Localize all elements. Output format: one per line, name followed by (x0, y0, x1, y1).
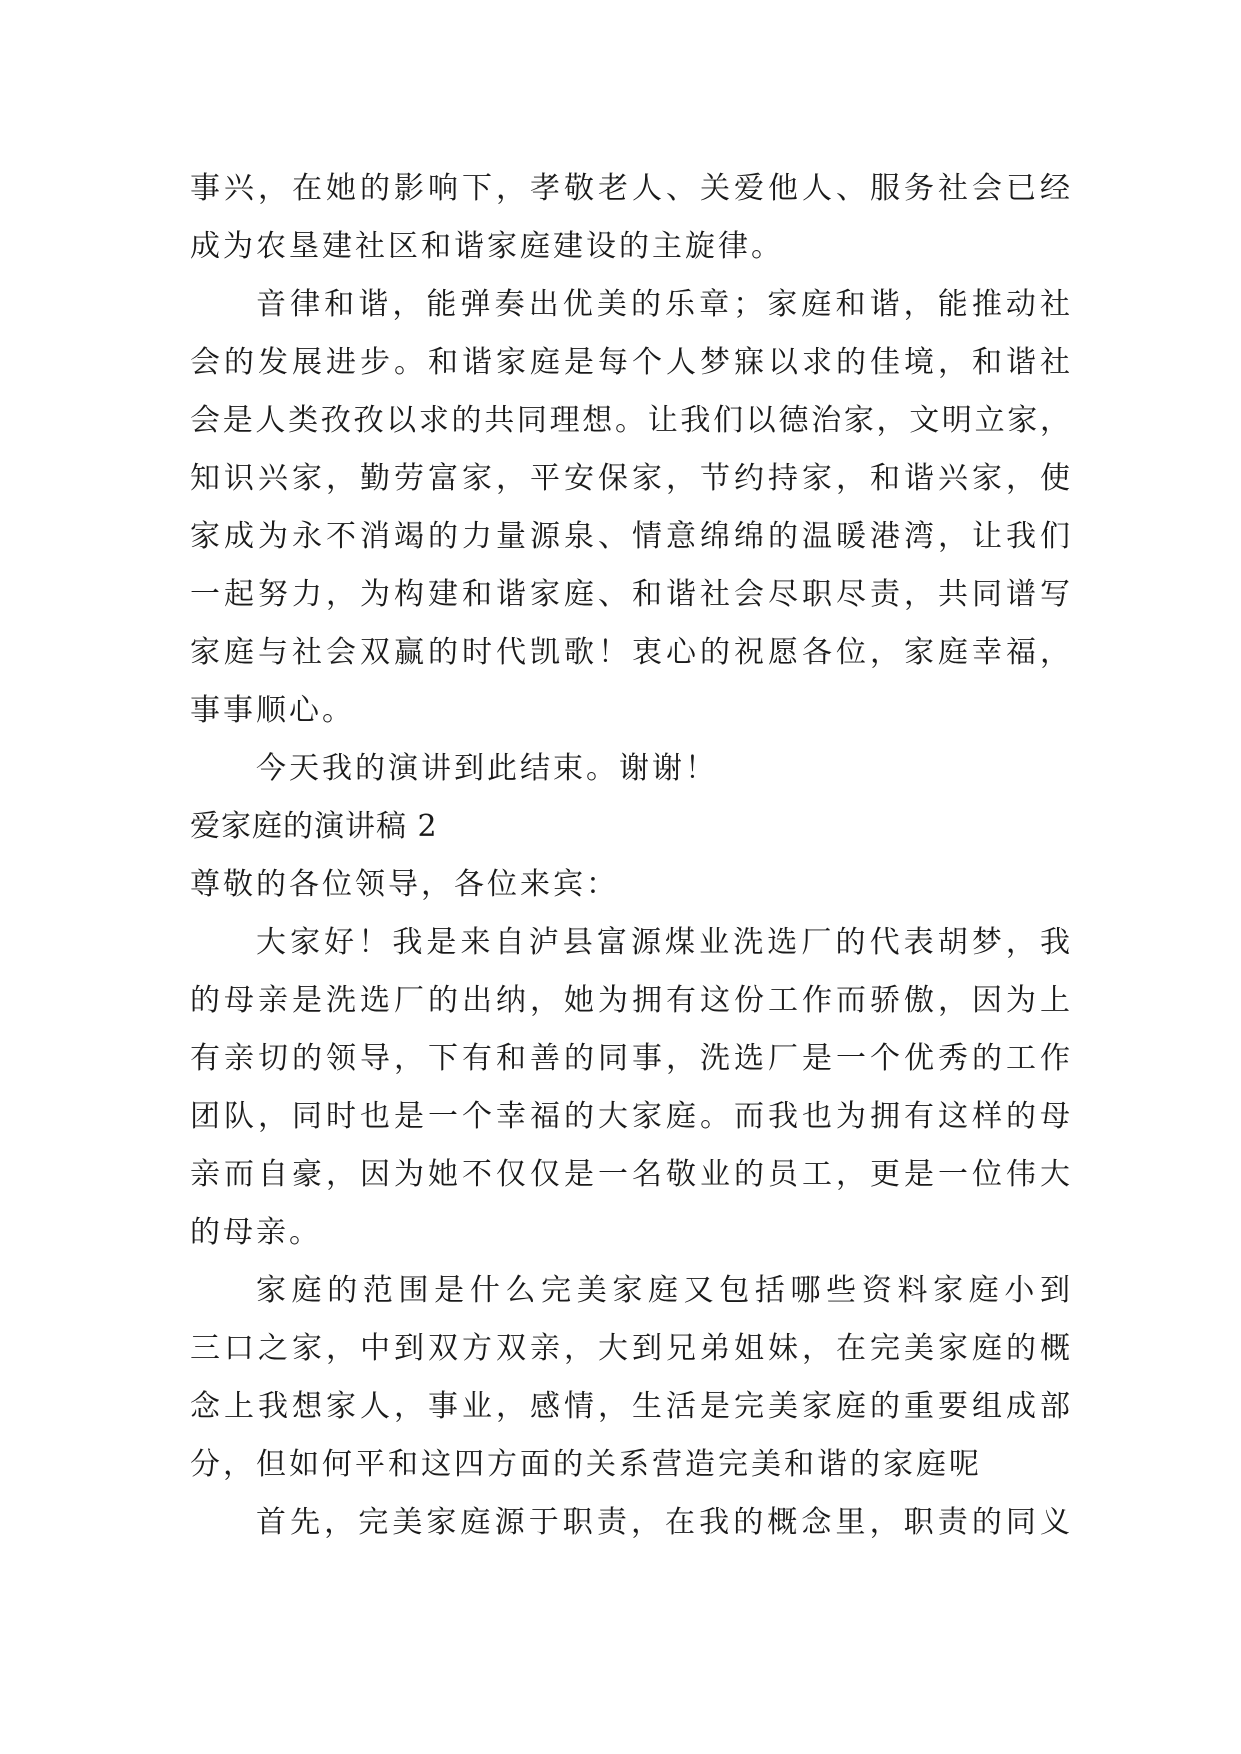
text-line: 尊敬的各位领导，各位来宾： (190, 867, 619, 902)
text-line: 亲而自豪，因为她不仅仅是一名敬业的员工，更是一位伟大 (190, 1157, 1070, 1192)
text-line: 三口之家，中到双方双亲，大到兄弟姐妹，在完美家庭的概 (190, 1331, 1070, 1366)
text-line: 一起努力，为构建和谐家庭、和谐社会尽职尽责，共同谱写 (190, 577, 1070, 612)
text-line: 知识兴家，勤劳富家，平安保家，节约持家，和谐兴家，使 (190, 461, 1070, 496)
text-line: 事兴，在她的影响下，孝敬老人、关爱他人、服务社会已经 (190, 171, 1070, 206)
text-line: 会是人类孜孜以求的共同理想。让我们以德治家，文明立家， (190, 403, 1070, 438)
text-line: 的母亲是洗选厂的出纳，她为拥有这份工作而骄傲，因为上 (190, 983, 1070, 1018)
text-line: 家庭与社会双赢的时代凯歌！衷心的祝愿各位，家庭幸福， (190, 635, 1070, 670)
text-line: 家庭的范围是什么完美家庭又包括哪些资料家庭小到 (256, 1273, 1070, 1308)
text-line: 家成为永不消竭的力量源泉、情意绵绵的温暖港湾，让我们 (190, 519, 1070, 554)
text-line: 的母亲。 (190, 1215, 322, 1250)
text-line: 大家好！我是来自泸县富源煤业洗选厂的代表胡梦，我 (256, 925, 1070, 960)
text-line: 团队，同时也是一个幸福的大家庭。而我也为拥有这样的母 (190, 1099, 1070, 1134)
section-heading: 爱家庭的演讲稿 2 (190, 809, 438, 844)
text-line: 会的发展进步。和谐家庭是每个人梦寐以求的佳境，和谐社 (190, 345, 1070, 380)
text-line: 今天我的演讲到此结束。谢谢！ (256, 751, 718, 786)
text-line: 成为农垦建社区和谐家庭建设的主旋律。 (190, 229, 784, 264)
text-line: 音律和谐，能弹奏出优美的乐章；家庭和谐，能推动社 (256, 287, 1070, 322)
document-body (190, 160, 1070, 1552)
text-line: 念上我想家人，事业，感情，生活是完美家庭的重要组成部 (190, 1389, 1070, 1424)
text-line: 首先，完美家庭源于职责，在我的概念里，职责的同义 (256, 1505, 1070, 1540)
text-line: 分，但如何平和这四方面的关系营造完美和谐的家庭呢 (190, 1447, 982, 1482)
text-line: 有亲切的领导，下有和善的同事，洗选厂是一个优秀的工作 (190, 1041, 1070, 1076)
text-line: 事事顺心。 (190, 693, 355, 728)
